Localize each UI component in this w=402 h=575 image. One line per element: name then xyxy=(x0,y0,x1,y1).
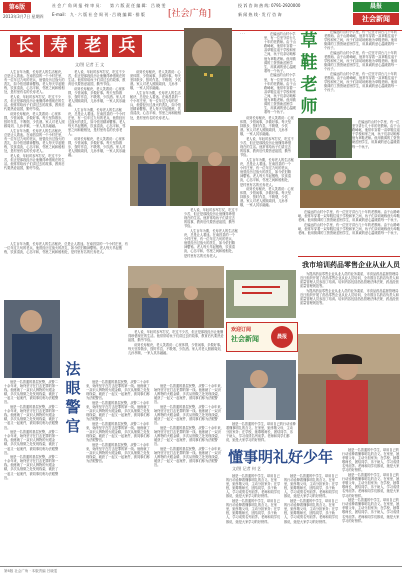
article1-col-1 xyxy=(4,70,66,240)
section-title: [社会广角] xyxy=(168,9,212,19)
article1-title-char: 老 xyxy=(78,35,108,57)
article1-paragraph: 人生百年为期，长寿老人的生活秘诀，总是让人着迷。在南昌县的一个小村庄里，有一位年过九旬的老兵，他曾经历过战火的洗礼，如今依旧精神矍铄。老人每天早起锻炼，饮食清淡，心态平和，邻里之间和睦相处，是村里有名的长寿老人。 xyxy=(240,157,294,187)
article1-paragraph: 谈到长寿秘诀，老人笑着说：心宽体胖，少管闲事，多做好事。每天坚持散步，按时作息，不吸烟，少饮酒。家人对老人照顾周到，儿孙孝顺，一家人其乐融融。 xyxy=(130,70,181,91)
article3-rule xyxy=(298,256,400,257)
article4-paragraph: 他是一名普通的基层民警，从警二十余年来，始终坚守在打击犯罪的第一线。他练就了一双识人辨物的火眼金睛，多次从细微之处发现线索，破获了一起又一起案件，被同事们称为法眼警官。 xyxy=(4,430,59,455)
article1-paragraph: 老人说，年轻时参军打仗，吃过不少苦，但正是那段经历让他懂得珍惜现在的生活。他常常给孩子们讲过去的故事，教育后代要热爱祖国，勤劳节俭。 xyxy=(68,70,126,87)
article2-paragraph: 在偏远的山村小学里，有一位坚守讲台几十年的老教师。由于山路崎岖，他常年穿着一双草鞋往返于学校和家之间，孩子们亲切地称他为草鞋老师。他用微薄的工资资助贫困学生，用真诚的爱心温暖着每一个孩子。 xyxy=(324,71,398,93)
ad-badge: 晨报 xyxy=(271,326,293,348)
article4-paragraph: 他是一名普通的基层民警，从警二十余年来，始终坚守在打击犯罪的第一线。他练就了一双识人辨物的火眼金睛，多次从细微之处发现线索，破获了一起又一起案件，被同事们称为法眼警官。 xyxy=(86,380,150,401)
girl-photo-2 xyxy=(226,360,296,420)
center-photo-1 xyxy=(128,266,224,328)
center-photo-2 xyxy=(226,270,296,318)
article2-col-3 xyxy=(352,120,400,158)
article1-paragraph: 谈到长寿秘诀，老人笑着说：心宽体胖，少管闲事，多做好事。每天坚持散步，按时作息，不吸烟，少饮酒。家人对老人照顾周到，儿孙孝顺，一家人其乐融融。 xyxy=(128,342,224,355)
article2-title-char: 草 xyxy=(300,31,318,51)
article1-paragraph: 谈到长寿秘诀，老人笑着说：心宽体胖，少管闲事，多做好事。每天坚持散步，按时作息，不吸烟，少饮酒。家人对老人照顾周到，儿孙孝顺，一家人其乐融融。 xyxy=(68,86,126,108)
article2-title-char: 老 xyxy=(300,75,318,95)
article1-col-2 xyxy=(68,70,128,240)
ad-text-2: 社会新闻 xyxy=(231,335,259,343)
article5-paragraph: 她是一名普通的中学生，却用自己的行动诠释着懂事明礼的含义。在家里，她孝敬父母，主动分担家务；在学校，她尊敬师长，团结同学，乐于助人，学习成绩名列前茅。老师和同学们都说，她是大家学习的好榜样。 xyxy=(342,473,400,498)
article4-col-1 xyxy=(4,380,60,560)
article1-paragraph: 老人说，年轻时参军打仗，吃过不少苦，但正是那段经历让他懂得珍惜现在的生活。他常常给孩子们讲过去的故事，教育后代要热爱祖国，勤劳节俭。 xyxy=(240,136,294,158)
article1-paragraph: 人生百年为期，长寿老人的生活秘诀，总是让人着迷。在南昌县的一个小村庄里，有一位年过九旬的老兵，他曾经历过战火的洗礼，如今依旧精神矍铄。老人每天早起锻炼，饮食清淡，心态平和，邻里之间和睦相处，是村里有名的长寿老人。 xyxy=(4,242,128,255)
article1-col-bottom xyxy=(4,242,128,262)
article5-col-top xyxy=(226,422,296,444)
article5-paragraph: 她是一名普通的中学生，却用自己的行动诠释着懂事明礼的含义。在家里，她孝敬父母，主动分担家务；在学校，她尊敬师长，团结同学，乐于助人，学习成绩名列前茅。老师和同学们都说，她是大家学习的好榜样。 xyxy=(284,474,339,499)
teacher-photo xyxy=(298,118,352,158)
article1-byline: 文/图 记者 王 文 xyxy=(75,62,105,67)
article4-title xyxy=(62,360,84,436)
article1-col-3 xyxy=(130,70,182,130)
article2-paragraph: 在偏远的山村小学里，有一位坚守讲台几十年的老教师。由于山路崎岖，他常年穿着一双草鞋往返于学校和家之间，孩子们亲切地称他为草鞋老师。他用微薄的工资资助贫困学生，用真诚的爱心温暖着每一个孩子。 xyxy=(298,222,400,235)
article1-title-char: 长 xyxy=(10,35,40,57)
article4-title-char: 官 xyxy=(65,417,81,435)
article5-paragraph: 她是一名普通的中学生，却用自己的行动诠释着懂事明礼的含义。在家里，她孝敬父母，主动分担家务；在学校，她尊敬师长，团结同学，乐于助人，学习成绩名列前茅。老师和同学们都说，她是大家学习的好榜样。 xyxy=(226,422,296,443)
veteran-photo-caption xyxy=(234,32,262,82)
article4-paragraph: 他是一名普通的基层民警，从警二十余年来，始终坚守在打击犯罪的第一线。他练就了一双识人辨物的火眼金睛，多次从细微之处发现线索，破获了一起又一起案件，被同事们称为法眼警官。 xyxy=(154,425,224,447)
header-line-1: 社 会 广 角 周 报 ·终 审 员： xyxy=(52,3,104,8)
article5-paragraph: 她是一名普通的中学生，却用自己的行动诠释着懂事明礼的含义。在家里，她孝敬父母，主动分担家务；在学校，她尊敬师长，团结同学，乐于助人，学习成绩名列前茅。老师和同学们都说，她是大家学习的好榜样。 xyxy=(226,474,281,499)
girl-photo xyxy=(298,334,400,444)
article2-paragraph: 在偏远的山村小学里，有一位坚守讲台几十年的老教师。由于山路崎岖，他常年穿着一双草鞋往返于学校和家之间，孩子们亲切地称他为草鞋老师。他用微薄的工资资助贫困学生，用真诚的爱心温暖着每一个孩子。 xyxy=(324,30,398,51)
header-line-2: 第 六 版 责 任 编 辑： 吕 晓 雯 xyxy=(110,3,166,8)
article5-col-2 xyxy=(284,474,340,560)
article2-col-4 xyxy=(298,210,400,254)
article1-title-char: 寿 xyxy=(44,35,74,57)
ad-text-1: 欢迎订阅 xyxy=(231,327,252,333)
article4-paragraph: 他是一名普通的基层民警，从警二十余年来，始终坚守在打击犯罪的第一线。他练就了一双识人辨物的火眼金睛，多次从细微之处发现线索，破获了一起又一起案件，被同事们称为法眼警官。 xyxy=(4,455,59,480)
article4-col-3 xyxy=(154,384,224,560)
article4-col-2 xyxy=(86,380,152,560)
article2-paragraph: 在偏远的山村小学里，有一位坚守讲台几十年的老教师。由于山路崎岖，他常年穿着一双草鞋往返于学校和家之间，孩子们亲切地称他为草鞋老师。他用微薄的工资资助贫困学生，用真诚的爱心温暖着每一个孩子。 xyxy=(264,32,296,73)
article5-byline: 文/图 记者 何 艺 xyxy=(232,466,262,471)
article1-paragraph: 谈到长寿秘诀，老人笑着说：心宽体胖，少管闲事，多做好事。每天坚持散步，按时作息，不吸烟，少饮酒。家人对老人照顾周到，儿孙孝顺，一家人其乐融融。 xyxy=(240,187,294,208)
article4-paragraph: 他是一名普通的基层民警，从警二十余年来，始终坚守在打击犯罪的第一线。他练就了一双识人辨物的火眼金睛，多次从细微之处发现线索，破获了一起又一起案件，被同事们称为法眼警官。 xyxy=(154,404,224,426)
article1-paragraph: 人生百年为期，长寿老人的生活秘诀，总是让人着迷。在南昌县的一个小村庄里，有一位年过九旬的老兵，他曾经历过战火的洗礼，如今依旧精神矍铄。老人每天早起锻炼，饮食清淡，心态平和，邻里之间和睦相处，是村里有名的长寿老人。 xyxy=(184,228,238,258)
article2-title-char: 鞋 xyxy=(300,53,318,73)
article1-paragraph: 人生百年为期，长寿老人的生活秘诀，总是让人着迷。在南昌县的一个小村庄里，有一位年过九旬的老兵，他曾经历过战火的洗礼，如今依旧精神矍铄。老人每天早起锻炼，饮食清淡，心态平和，邻里之间和睦相处，是村里有名的长寿老人。 xyxy=(4,128,65,154)
veteran-photo xyxy=(184,28,232,112)
article1-title-char: 兵 xyxy=(112,35,142,57)
police-photo xyxy=(4,300,60,378)
article4-title-char: 法 xyxy=(65,360,81,378)
article1-paragraph: 老人说，年轻时参军打仗，吃过不少苦，但正是那段经历让他懂得珍惜现在的生活。他常常给孩子们讲过去的故事，教育后代要热爱祖国，勤劳节俭。 xyxy=(128,330,224,343)
article4-paragraph: 他是一名普通的基层民警，从警二十余年来，始终坚守在打击犯罪的第一线。他练就了一双识人辨物的火眼金睛，多次从细微之处发现线索，破获了一起又一起案件，被同事们称为法眼警官。 xyxy=(4,380,59,405)
article3-body xyxy=(300,272,400,332)
article1-paragraph: 老人说，年轻时参军打仗，吃过不少苦，但正是那段经历让他懂得珍惜现在的生活。他常常给孩子们讲过去的故事，教育后代要热爱祖国，勤劳节俭。 xyxy=(4,153,65,171)
article1-paragraph: 老人说，年轻时参军打仗，吃过不少苦，但正是那段经历让他懂得珍惜现在的生活。他常常给孩子们讲过去的故事，教育后代要热爱祖国，勤劳节俭。 xyxy=(184,208,238,229)
article3-paragraph: 为提高药品零售企业从业人员的业务素质，市食品药品监督管理局近日组织开展了药品零售企业从业人员培训，全市数百名药店负责人和质量管理人员参加了培训。培训内容包括药品管理法律法规、药品经营质量管理规范等。 xyxy=(300,272,399,289)
article1-title xyxy=(10,35,142,57)
article2-paragraph: 在偏远的山村小学里，有一位坚守讲台几十年的老教师。由于山路崎岖，他常年穿着一双草鞋往返于学校和家之间，孩子们亲切地称他为草鞋老师。他用微薄的工资资助贫困学生，用真诚的爱心温暖着每一个孩子。 xyxy=(352,120,400,149)
article1-paragraph: 老人说，年轻时参军打仗，吃过不少苦，但正是那段经历让他懂得珍惜现在的生活。他常常给孩子们讲过去的故事，教育后代要热爱祖国，勤劳节俭。 xyxy=(4,95,65,112)
ad-box xyxy=(226,322,298,352)
article3-title: 我市培训药品零售企业从业人员 xyxy=(302,260,400,269)
header-line-3: E-mail: xyxy=(52,12,66,17)
family-photo xyxy=(130,126,238,206)
article4-paragraph: 他是一名普通的基层民警，从警二十余年来，始终坚守在打击犯罪的第一线。他练就了一双识人辨物的火眼金睛，多次从细微之处发现线索，破获了一起又一起案件，被同事们称为法眼警官。 xyxy=(86,400,150,422)
article4-title-char: 眼 xyxy=(65,379,81,397)
article2-paragraph: 在偏远的山村小学里，有一位坚守讲台几十年的老教师。由于山路崎岖，他常年穿着一双草鞋往返于学校和家之间，孩子们亲切地称他为草鞋老师。他用微薄的工资资助贫困学生，用真诚的爱心温暖着每一个孩子。 xyxy=(264,73,296,115)
article5-col-3 xyxy=(342,448,400,560)
center-col xyxy=(128,330,224,380)
header-right-line-2: 新 闻 热 线 · 发 行 咨 询 xyxy=(238,12,282,17)
page-header xyxy=(0,0,402,31)
header-line-4: 九 · 六 版 社 会 周 刊 · 吕 晓 编 辑 · 排 版 xyxy=(70,12,145,17)
article1-paragraph: 谈到长寿秘诀，老人笑着说：心宽体胖，少管闲事，多做好事。每天坚持散步，按时作息，不吸烟，少饮酒。家人对老人照顾周到，儿孙孝顺，一家人其乐融融。 xyxy=(4,111,65,129)
logo-bottom: 社会新闻 xyxy=(353,13,399,25)
article1-paragraph: 谈到长寿秘诀，老人笑着说：心宽体胖，少管闲事，多做好事。每天坚持散步，按时作息，不吸烟，少饮酒。家人对老人照顾周到，儿孙孝顺，一家人其乐融融。 xyxy=(240,116,294,137)
article3-paragraph: 为提高药品零售企业从业人员的业务素质，市食品药品监督管理局近日组织开展了药品零售企业从业人员培训，全市数百名药店负责人和质量管理人员参加了培训。培训内容包括药品管理法律法规、药品经营质量管理规范等。 xyxy=(300,288,399,306)
article5-paragraph: 她是一名普通的中学生，却用自己的行动诠释着懂事明礼的含义。在家里，她孝敬父母，主动分担家务；在学校，她尊敬师长，团结同学，乐于助人，学习成绩名列前茅。老师和同学们都说，她是大家学习的好榜样。 xyxy=(342,448,400,473)
classroom-photo xyxy=(300,160,400,208)
article5-title: 懂事明礼好少年 xyxy=(228,448,334,466)
page-date: 2013年3月7日 星期四 xyxy=(3,14,44,19)
article1-paragraph: 谈到长寿秘诀，老人笑着说：心宽体胖，少管闲事，多做好事。每天坚持散步，按时作息，不吸烟，少饮酒。家人对老人照顾周到，儿孙孝顺，一家人其乐融融。 xyxy=(68,137,126,158)
logo-top: 晨报 xyxy=(353,2,399,12)
article1-paragraph: 人生百年为期，长寿老人的生活秘诀，总是让人着迷。在南昌县的一个小村庄里，有一位年过九旬的老兵，他曾经历过战火的洗礼，如今依旧精神矍铄。老人每天早起锻炼，饮食清淡，心态平和，邻里之间和睦相处，是村里有名的长寿老人。 xyxy=(130,90,181,120)
article1-col-5 xyxy=(184,208,238,268)
article2-col-2 xyxy=(324,30,400,130)
article2-paragraph: 在偏远的山村小学里，有一位坚守讲台几十年的老教师。由于山路崎岖，他常年穿着一双草鞋往返于学校和家之间，孩子们亲切地称他为草鞋老师。他用微薄的工资资助贫困学生，用真诚的爱心温暖着每一个孩子。 xyxy=(298,210,400,223)
article4-paragraph: 他是一名普通的基层民警，从警二十余年来，始终坚守在打击犯罪的第一线。他练就了一双识人辨物的火眼金睛，多次从细微之处发现线索，破获了一起又一起案件，被同事们称为法眼警官。 xyxy=(154,446,224,468)
page-number: 第6版 xyxy=(3,2,31,13)
article4-paragraph: 他是一名普通的基层民警，从警二十余年来，始终坚守在打击犯罪的第一线。他练就了一双识人辨物的火眼金睛，多次从细微之处发现线索，破获了一起又一起案件，被同事们称为法眼警官。 xyxy=(4,405,59,430)
article1-paragraph: 人生百年为期，长寿老人的生活秘诀，总是让人着迷。在南昌县的一个小村庄里，有一位年过九旬的老兵，他曾经历过战火的洗礼，如今依旧精神矍铄。老人每天早起锻炼，饮食清淡，心态平和，邻里之间和睦相处，是村里有名的长寿老人。 xyxy=(4,70,65,95)
article2-title xyxy=(298,30,320,118)
article1-paragraph: 人生百年为期，长寿老人的生活秘诀，总是让人着迷。在南昌县的一个小村庄里，有一位年过九旬的老兵，他曾经历过战火的洗礼，如今依旧精神矍铄。老人每天早起锻炼，饮食清淡，心态平和，邻里之间和睦相处，是村里有名的长寿老人。 xyxy=(68,107,126,137)
article2-col-1 xyxy=(264,32,296,152)
article2-title-char: 师 xyxy=(300,97,318,117)
page-footer: 第6版 社会广角 · 本版责编 吕晓雯 xyxy=(0,566,402,575)
article5-col-1 xyxy=(226,474,282,560)
article4-paragraph: 他是一名普通的基层民警，从警二十余年来，始终坚守在打击犯罪的第一线。他练就了一双识人辨物的火眼金睛，多次从细微之处发现线索，破获了一起又一起案件，被同事们称为法眼警官。 xyxy=(154,384,224,405)
article5-paragraph: 她是一名普通的中学生，却用自己的行动诠释着懂事明礼的含义。在家里，她孝敬父母，主动分担家务；在学校，她尊敬师长，团结同学，乐于助人，学习成绩名列前茅。老师和同学们都说，她是大家学习的好榜样。 xyxy=(284,499,339,524)
article5-paragraph: 她是一名普通的中学生，却用自己的行动诠释着懂事明礼的含义。在家里，她孝敬父母，主动分担家务；在学校，她尊敬师长，团结同学，乐于助人，学习成绩名列前茅。老师和同学们都说，她是大家学习的好榜样。 xyxy=(342,498,400,523)
header-right-line-1: 投 诉 咨 询 热 线: 0791-2920000 xyxy=(238,3,301,8)
article5-paragraph: 她是一名普通的中学生，却用自己的行动诠释着懂事明礼的含义。在家里，她孝敬父母，主动分担家务；在学校，她尊敬师长，团结同学，乐于助人，学习成绩名列前茅。老师和同学们都说，她是大家学习的好榜样。 xyxy=(226,499,281,524)
article1-caption: · · · xyxy=(240,32,246,36)
newspaper-logo xyxy=(353,2,399,26)
article4-paragraph: 他是一名普通的基层民警，从警二十余年来，始终坚守在打击犯罪的第一线。他练就了一双识人辨物的火眼金睛，多次从细微之处发现线索，破获了一起又一起案件，被同事们称为法眼警官。 xyxy=(86,442,150,464)
article4-title-char: 警 xyxy=(65,398,81,416)
article2-paragraph: 在偏远的山村小学里，有一位坚守讲台几十年的老教师。由于山路崎岖，他常年穿着一双草鞋往返于学校和家之间，孩子们亲切地称他为草鞋老师。他用微薄的工资资助贫困学生，用真诚的爱心温暖着每一个孩子。 xyxy=(324,50,398,72)
article4-paragraph: 他是一名普通的基层民警，从警二十余年来，始终坚守在打击犯罪的第一线。他练就了一双识人辨物的火眼金睛，多次从细微之处发现线索，破获了一起又一起案件，被同事们称为法眼警官。 xyxy=(86,421,150,443)
